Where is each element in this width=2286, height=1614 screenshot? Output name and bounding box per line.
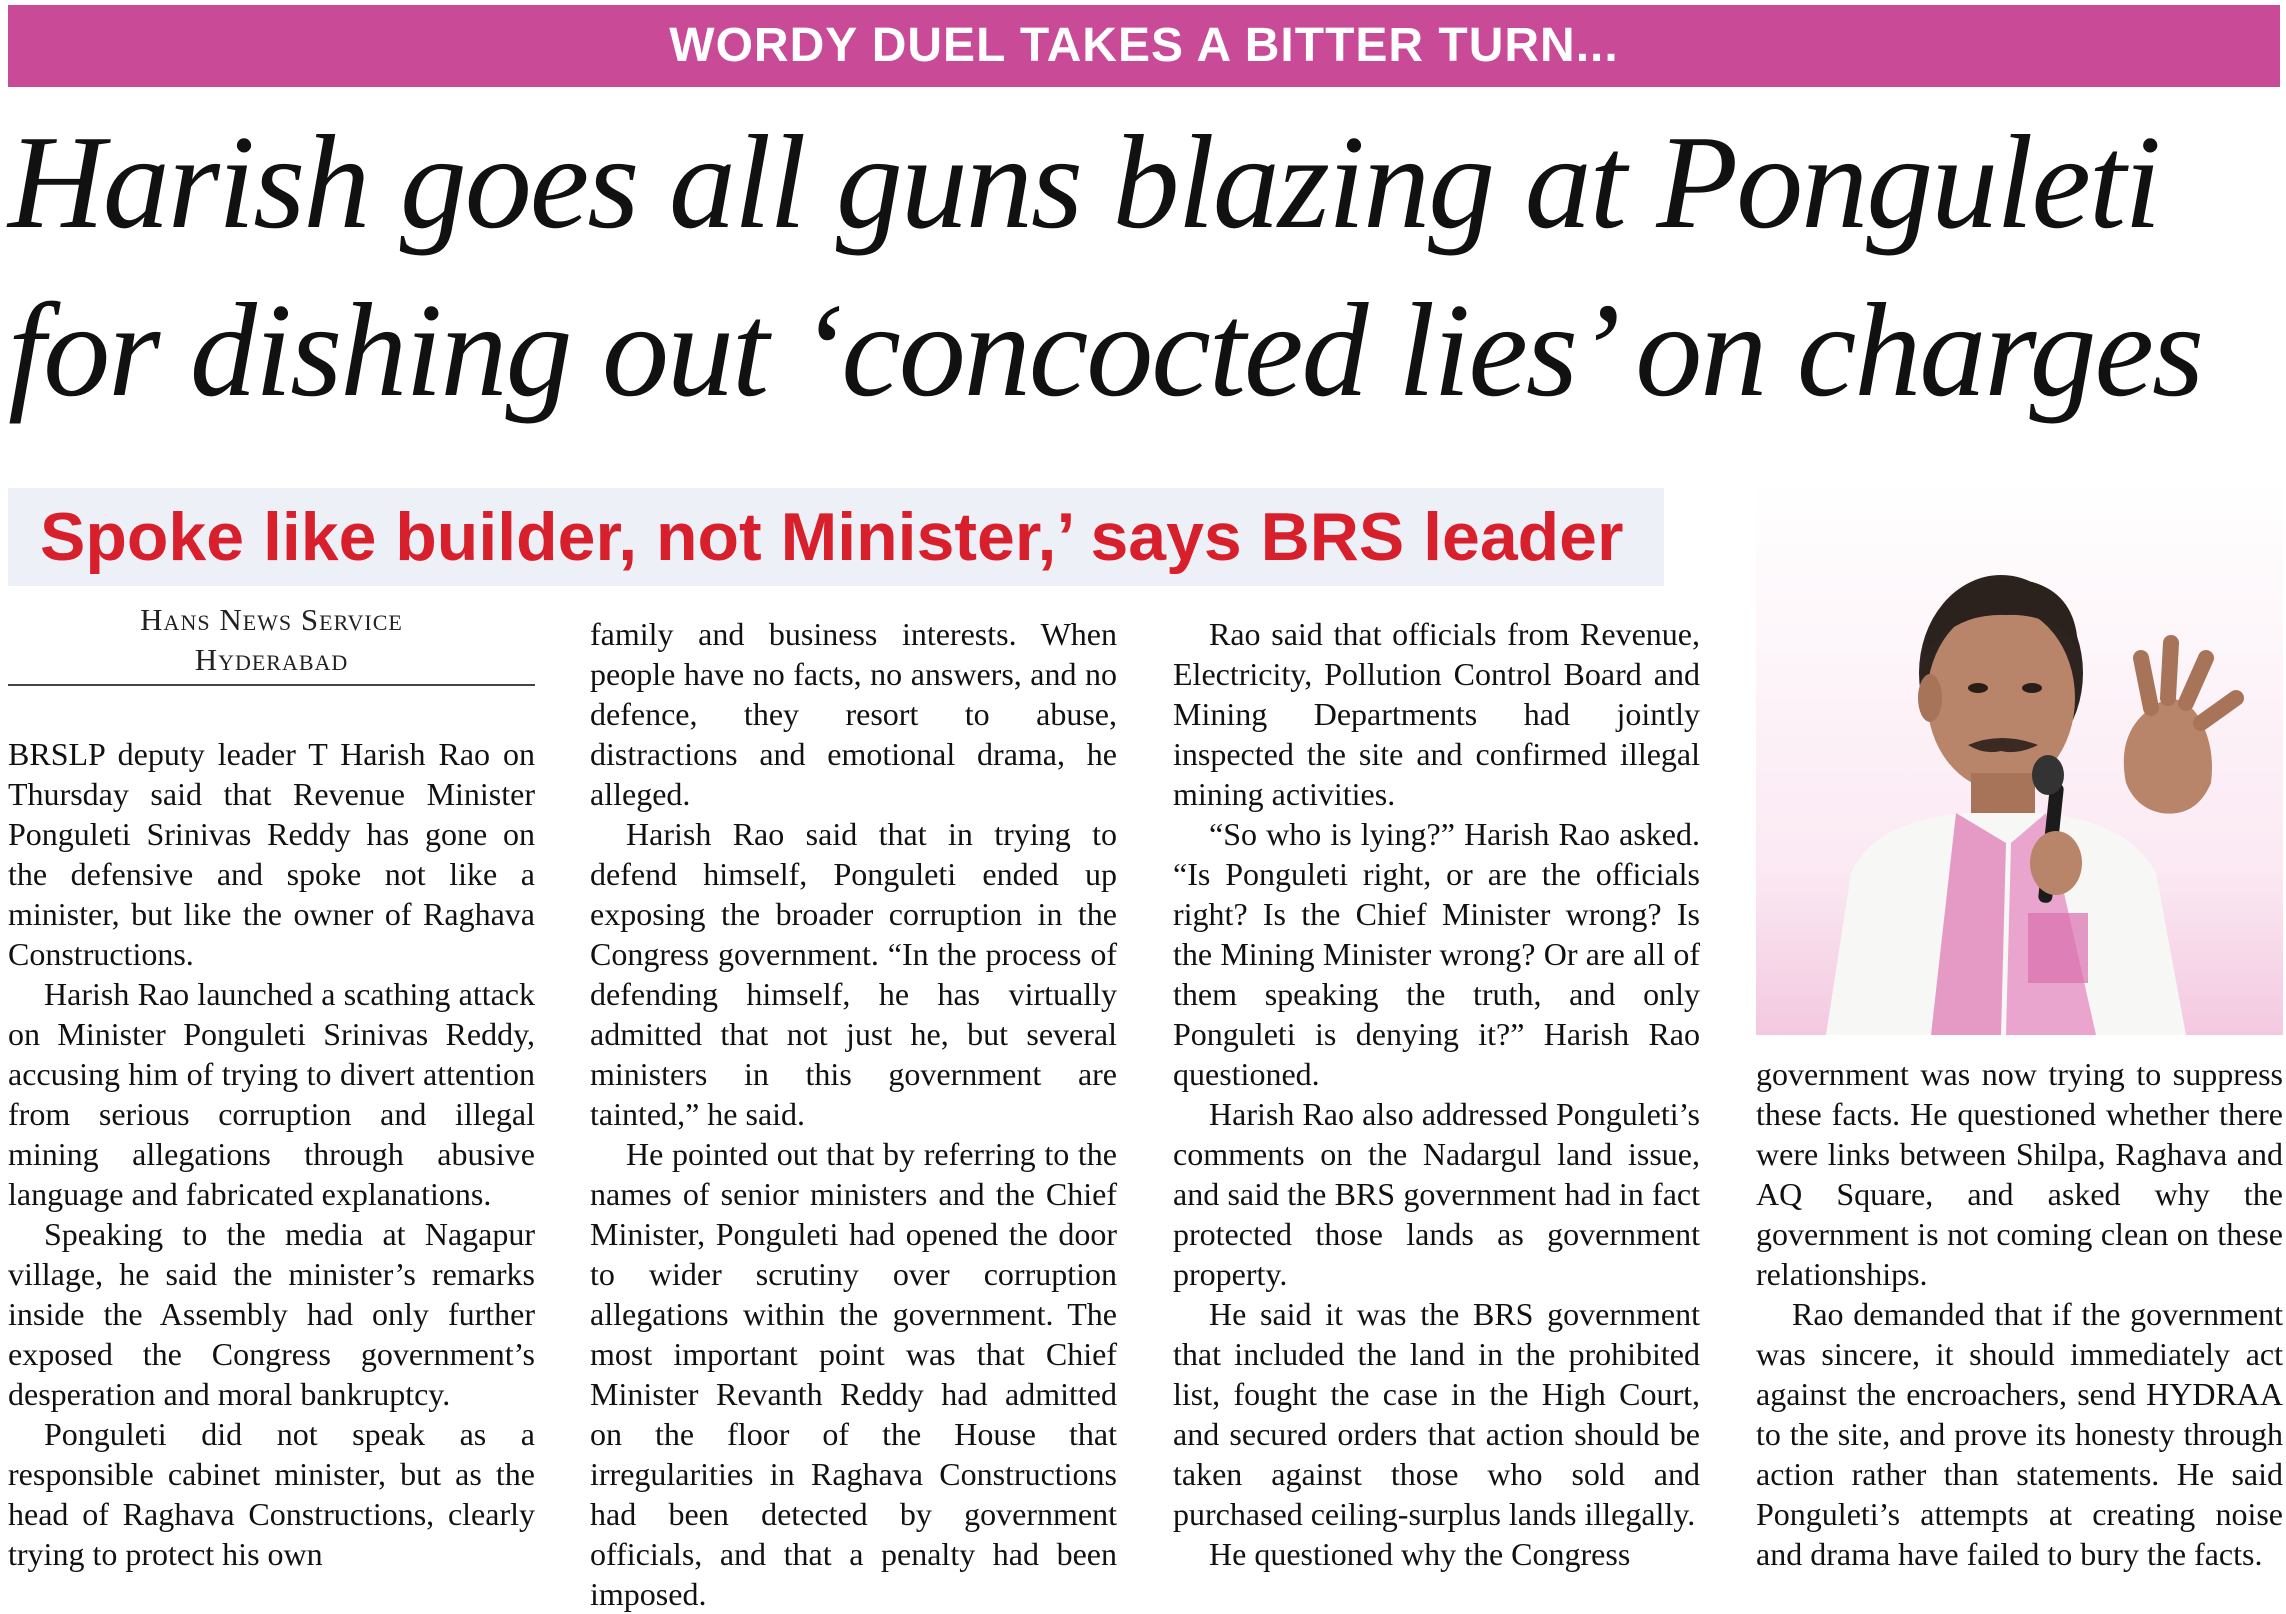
byline-agency: Hans News Service [140,602,403,637]
paragraph: government was now trying to suppress these facts. He questioned whether there were links between Shilpa, Raghava and AQ Square, and asked why the government is not coming clean on these relationships. [1756,1056,2283,1292]
article-column-2 [590,614,1117,1614]
strap-headline: Spoke like builder, not Minister,’ says BRS leader [40,499,1624,575]
paragraph: Harish Rao said that in trying to defend himself, Ponguleti ended up exposing the broader corruption in the Congress government. “In the process of defending himself, he has virtually admitted that not just he, but several ministers in this government are tainted,” he said. [590,816,1117,1132]
article-column-3 [1173,614,1700,1574]
paragraph: Ponguleti did not speak as a responsible cabinet minister, but as the head of Raghava Constructions, clearly trying to protect his own [8,1416,535,1572]
paragraph: He pointed out that by referring to the names of senior ministers and the Chief Minister, Ponguleti had opened the door to wider scrutiny over corruption allegations within the government. The most important point was that Chief Minister Revanth Reddy had admitted on the floor of the House that irregularities in Raghava Constructions had been detected by government officials, and that a penalty had been imposed. [590,1136,1117,1612]
headline-line-2: for dishing out ‘concocted lies’ on charges [8,276,2203,424]
paragraph: Rao said that officials from Revenue, Electricity, Pollution Control Board and Mining Departments had jointly inspected the site and confirmed illegal mining activities. [1173,616,1700,812]
paragraph: “So who is lying?” Harish Rao asked. “Is Ponguleti right, or are the officials right? Is the Chief Minister wrong? Is the Mining Minister wrong? Or are all of them speaking the truth, and only Ponguleti is denying it?” Harish Rao questioned. [1173,816,1700,1092]
photo-illustration [1756,483,2283,1035]
article-column-4 [1756,1054,2283,1574]
paragraph: Rao demanded that if the government was sincere, it should immediately act against the encroachers, send HYDRAA to the site, and prove its honesty through action rather than statements. He said Ponguleti’s attempts at creating noise and drama have failed to bury the facts. [1756,1296,2283,1572]
harish-rao-photo [1756,483,2283,1035]
byline [8,600,535,680]
paragraph: Speaking to the media at Nagapur village, he said the minister’s remarks inside the Assembly had only further exposed the Congress government’s desperation and moral bankruptcy. [8,1216,535,1412]
paragraph: Harish Rao launched a scathing attack on Minister Ponguleti Srinivas Reddy, accusing him of trying to divert attention from serious corruption and illegal mining allegations through abusive language and fabricated explanations. [8,976,535,1212]
article-column-1 [8,734,535,1574]
paragraph: Harish Rao also addressed Ponguleti’s comments on the Nadargul land issue, and said the BRS government had in fact protected those lands as government property. [1173,1096,1700,1292]
kicker-banner: WORDY DUEL TAKES A BITTER TURN... [8,5,2280,87]
paragraph: BRSLP deputy leader T Harish Rao on Thursday said that Revenue Minister Ponguleti Srinivas Reddy has gone on the defensive and spoke not like a minister, but like the owner of Raghava Constructions. [8,736,535,972]
byline-place: Hyderabad [194,642,349,677]
paragraph: family and business interests. When people have no facts, no answers, and no defence, they resort to abuse, distractions and emotional drama, he alleged. [590,616,1117,812]
paragraph: He questioned why the Congress [1209,1536,1631,1572]
headline [8,98,2280,434]
paragraph: He said it was the BRS government that included the land in the prohibited list, fought the case in the High Court, and secured orders that action should be taken against those who sold and purchased ceiling-surplus lands illegally. [1173,1296,1700,1532]
headline-line-1: Harish goes all guns blazing at Ponguleti [8,108,2160,256]
byline-divider [8,684,535,686]
